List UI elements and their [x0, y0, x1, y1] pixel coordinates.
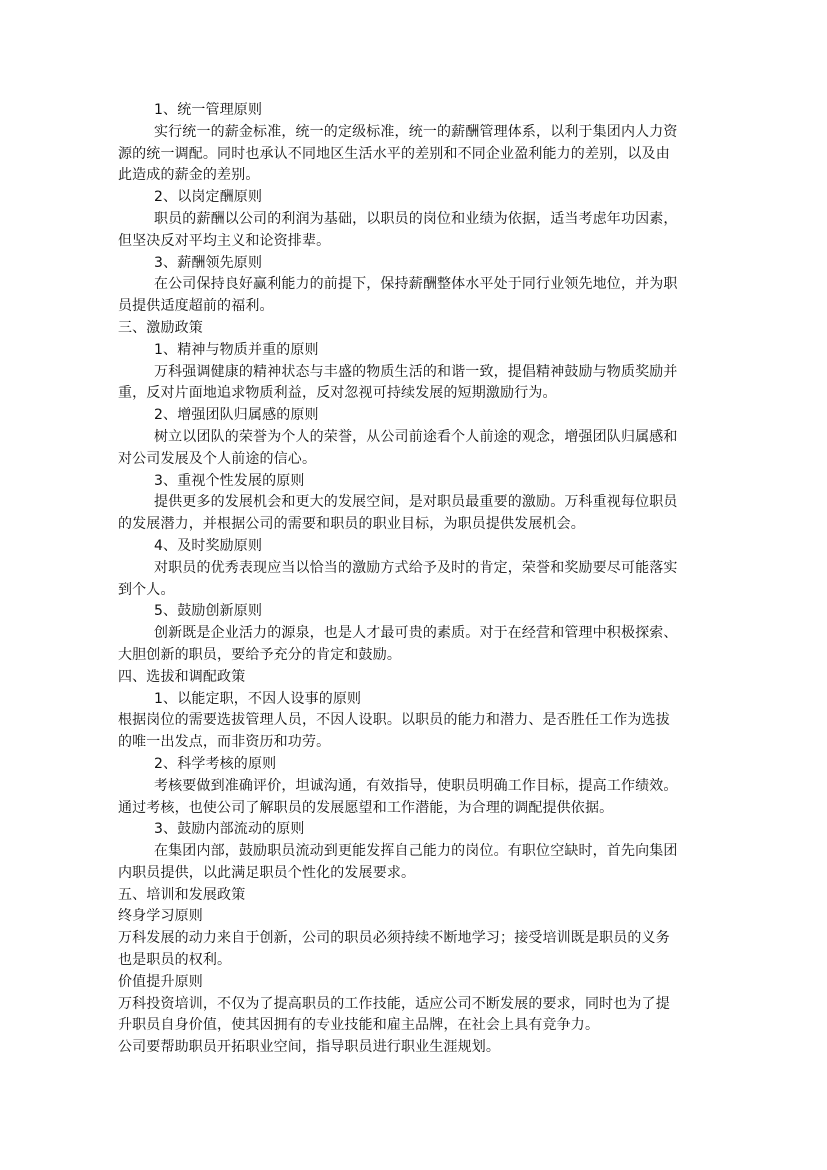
text-line: 考核要做到准确评价，坦诚沟通，有效指导，使职员明确工作目标，提高工作绩效。: [154, 777, 678, 794]
text-line: 1、精神与物质并重的原则: [154, 341, 319, 358]
document-page: [118, 100, 698, 1059]
text-line: 价值提升原则: [118, 973, 203, 990]
text-line: 对公司发展及个人前途的信心。: [118, 450, 317, 467]
text-line: 内职员提供，以此满足职员个性化的发展要求。: [118, 864, 416, 881]
text-line: 也是职员的权利。: [118, 952, 232, 969]
text-line: 员提供适度超前的福利。: [118, 298, 274, 315]
text-line: 但坚决反对平均主义和论资排辈。: [118, 232, 331, 249]
text-line: 4、及时奖励原则: [154, 537, 263, 554]
text-line: 万科发展的动力来自于创新，公司的职员必须持续不断地学习；接受培训既是职员的义务: [118, 930, 670, 947]
text-line: 对职员的优秀表现应当以恰当的激励方式给予及时的肯定，荣誉和奖励要尽可能落实: [154, 559, 678, 576]
text-line: 创新既是企业活力的源泉，也是人才最可贵的素质。对于在经营和管理中积极探索、: [154, 625, 678, 642]
text-line: 升职员自身价值，使其因拥有的专业技能和雇主品牌，在社会上具有竞争力。: [118, 1017, 600, 1034]
text-line: 在集团内部，鼓励职员流动到更能发挥自己能力的岗位。有职位空缺时，首先向集团: [154, 843, 678, 860]
text-line: 职员的薪酬以公司的利润为基础，以职员的岗位和业绩为依据，适当考虑年功因素，: [154, 210, 678, 227]
text-line: 四、选拔和调配政策: [118, 668, 246, 685]
text-line: 1、统一管理原则: [154, 102, 263, 118]
text-line: 此造成的薪金的差别。: [118, 167, 260, 184]
text-line: 3、薪酬领先原则: [154, 254, 263, 271]
text-line: 公司要帮助职员开拓职业空间，指导职员进行职业生涯规划。: [118, 1039, 501, 1056]
text-line: 万科强调健康的精神状态与丰盛的物质生活的和谐一致，提倡精神鼓励与物质奖励并: [154, 363, 678, 380]
text-line: 在公司保持良好赢利能力的前提下，保持薪酬整体水平处于同行业领先地位，并为职: [154, 276, 678, 293]
text-line: 树立以团队的荣誉为个人的荣誉，从公司前途看个人前途的观念，增强团队归属感和: [154, 428, 678, 445]
text-line: 5、鼓励创新原则: [154, 603, 263, 620]
text-line: 三、激励政策: [118, 319, 203, 336]
text-line: 终身学习原则: [118, 908, 203, 925]
text-line: 的唯一出发点，而非资历和功劳。: [118, 734, 331, 751]
text-line: 的发展潜力，并根据公司的需要和职员的职业目标，为职员提供发展机会。: [118, 516, 585, 533]
text-line: 到个人。: [118, 581, 175, 598]
text-line: 2、增强团队归属感的原则: [154, 407, 319, 424]
text-line: 提供更多的发展机会和更大的发展空间，是对职员最重要的激励。万科重视每位职员: [154, 494, 678, 511]
text-line: 大胆创新的职员，要给予充分的肯定和鼓励。: [118, 646, 401, 663]
text-line: 万科投资培训，不仅为了提高职员的工作技能，适应公司不断发展的要求，同时也为了提: [118, 995, 670, 1012]
text-line: 五、培训和发展政策: [118, 886, 246, 903]
text-line: 2、科学考核的原则: [154, 755, 277, 772]
text-line: 3、鼓励内部流动的原则: [154, 821, 305, 838]
text-line: 1、以能定职，不因人设事的原则: [154, 690, 362, 707]
text-line: 源的统一调配。同时也承认不同地区生活水平的差别和不同企业盈利能力的差别，以及由: [118, 145, 670, 162]
text-line: 3、重视个性发展的原则: [154, 472, 305, 489]
text-line: 实行统一的薪金标准，统一的定级标准，统一的薪酬管理体系，以利于集团内人力资: [154, 123, 678, 140]
text-line: 2、以岗定酬原则: [154, 189, 263, 206]
text-line: 通过考核，也使公司了解职员的发展愿望和工作潜能，为合理的调配提供依据。: [118, 799, 614, 816]
text-line: 重，反对片面地追求物质利益，反对忽视可持续发展的短期激励行为。: [118, 385, 557, 402]
text-line: 根据岗位的需要选拔管理人员，不因人设职。以职员的能力和潜力、是否胜任工作为选拔: [118, 712, 670, 729]
